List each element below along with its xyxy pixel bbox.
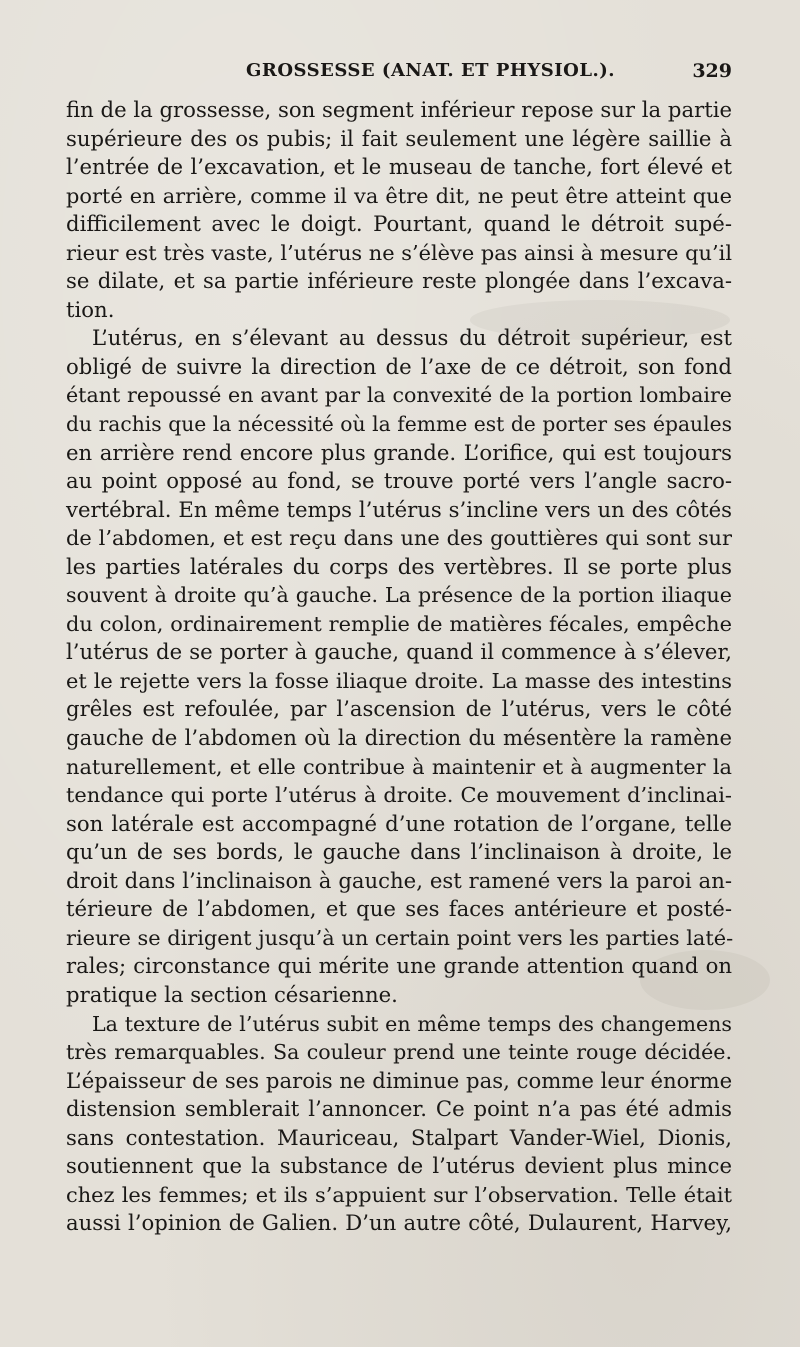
- text-line: son latérale est accompagné d’une rotation de l’organe, telle: [66, 810, 732, 836]
- text-line: du rachis que la nécessité où la femme est de porter ses épaules: [66, 412, 732, 437]
- page-number: 329: [692, 60, 732, 82]
- text-line: fin de la grossesse, son segment inférieur repose sur la partie: [66, 97, 733, 122]
- text-line: vertébral. En même temps l’utérus s’incline vers un des côtés: [66, 496, 732, 522]
- text-line: de l’abdomen, et est reçu dans une des gouttières qui sont sur: [66, 526, 732, 551]
- text-line: rales; circonstance qui mérite une grande attention quand on: [66, 953, 732, 979]
- text-line: grêles est refoulée, par l’ascension de l’utérus, vers le côté: [66, 696, 732, 722]
- text-line: supérieure des os pubis; il fait seulement une légère saillie à: [66, 125, 732, 151]
- text-line: l’utérus de se porter à gauche, quand il commence à s’élever,: [66, 639, 732, 665]
- text-line: térieure de l’abdomen, et que ses faces antérieure et posté-: [66, 896, 732, 922]
- text-line: naturellement, et elle contribue à maintenir et à augmenter la: [66, 754, 732, 779]
- text-line: tion.: [66, 296, 115, 322]
- text-line: l’entrée de l’excavation, et le museau de tanche, fort élevé et: [66, 154, 732, 180]
- page-header: [66, 60, 732, 94]
- text-line: au point opposé au fond, se trouve porté vers l’angle sacro-: [66, 468, 732, 494]
- text-line: rieur est très vaste, l’utérus ne s’élève pas ainsi à mesure qu’il: [66, 240, 732, 265]
- text-line: en arrière rend encore plus grande. L’orifice, qui est toujours: [66, 439, 732, 465]
- text-line: du colon, ordinairement remplie de matières fécales, empêche: [66, 611, 732, 636]
- text-line: porté en arrière, comme il va être dit, ne peut être atteint que: [66, 183, 732, 208]
- text-line: difficilement avec le doigt. Pourtant, quand le détroit supé-: [66, 211, 732, 237]
- text-line: rieure se dirigent jusqu’à un certain point vers les parties laté-: [66, 925, 734, 950]
- text-line: souvent à droite qu’à gauche. La présence de la portion iliaque: [66, 583, 732, 608]
- paragraph-first-line: La texture de l’utérus subit en même temps des changemens: [92, 1011, 732, 1036]
- text-line: très remarquables. Sa couleur prend une teinte rouge décidée.: [66, 1040, 732, 1065]
- text-line: tendance qui porte l’utérus à droite. Ce mouvement d’inclinai-: [66, 783, 732, 808]
- text-line: les parties latérales du corps des vertèbres. Il se porte plus: [66, 553, 732, 579]
- text-line: distension semblerait l’annoncer. Ce point n’a pas été admis: [66, 1096, 732, 1122]
- text-line: obligé de suivre la direction de l’axe de ce détroit, son fond: [66, 353, 732, 379]
- text-line: pratique la section césarienne.: [66, 981, 398, 1007]
- text-line: chez les femmes; et ils s’appuient sur l’observation. Telle était: [66, 1182, 732, 1207]
- text-line: droit dans l’inclinaison à gauche, est ramené vers la paroi an-: [66, 867, 732, 893]
- text-line: gauche de l’abdomen où la direction du mésentère la ramène: [66, 725, 732, 751]
- paragraph-first-line: L’utérus, en s’élevant au dessus du détroit supérieur, est: [92, 325, 732, 351]
- text-line: sans contestation. Mauriceau, Stalpart Vander-Wiel, Dionis,: [66, 1124, 732, 1150]
- text-line: soutiennent que la substance de l’utérus devient plus mince: [66, 1153, 732, 1179]
- text-line: et le rejette vers la fosse iliaque droite. La masse des intestins: [66, 668, 732, 693]
- text-line: aussi l’opinion de Galien. D’un autre côté, Dulaurent, Harvey,: [66, 1210, 732, 1236]
- text-line: qu’un de ses bords, le gauche dans l’inclinaison à droite, le: [66, 839, 732, 865]
- text-line: étant repoussé en avant par la convexité de la portion lombaire: [66, 383, 732, 408]
- running-title: GROSSESSE (ANAT. ET PHYSIOL.).: [246, 60, 616, 81]
- body-text: [66, 96, 732, 1238]
- text-line: se dilate, et sa partie inférieure reste plongée dans l’excava-: [66, 268, 732, 294]
- text-line: L’épaisseur de ses parois ne diminue pas, comme leur énorme: [66, 1067, 733, 1093]
